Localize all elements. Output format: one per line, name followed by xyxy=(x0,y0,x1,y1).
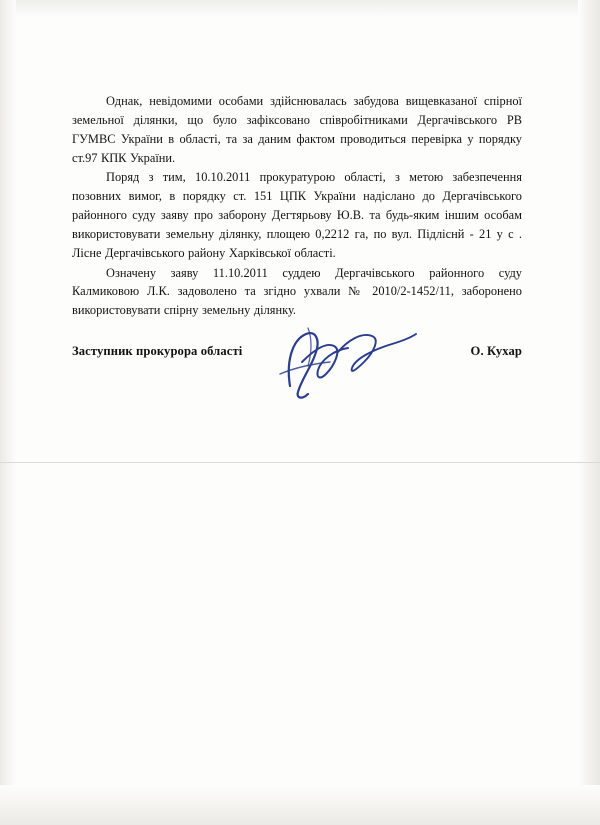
paper-fold-line xyxy=(0,462,600,463)
paragraph: Однак, невідомими особами здійснювалась забудова вищевказаної спірної земельної ділянки, що було зафіксовано співробітниками Дергачівського РВ ГУМВС України в області, та за даним фактом проводиться перевірка у порядку ст.97 КПК України. xyxy=(72,94,522,165)
paragraph: Означену заяву 11.10.2011 суддею Дергачівського районного суду Калмиковою Л.К. задоволено та згідно ухвали № 2010/2-1452/11, заборонено використовувати спірну земельну ділянку. xyxy=(72,265,522,318)
signatory-name: О. Кухар xyxy=(470,344,522,359)
paragraph: Поряд з тим, 10.10.2011 прокуратурою області, з метою забезпечення позовних вимог, в порядку ст. 151 ЦПК України надіслано до Дергачівського районного суду заяву про заборону Дегтярьову Ю.В. та будь-яким іншим особам використовувати земельну ділянку, площею 0,2212 га, по вул. Підліснй - 21 у с . Лісне Дергачівського району Харківської області. xyxy=(72,170,522,260)
page-edge-shading-bottom xyxy=(0,785,600,825)
page-edge-shading-right xyxy=(578,0,600,825)
page-edge-shading-top xyxy=(0,0,600,18)
handwritten-signature-icon xyxy=(272,322,422,400)
signature-block xyxy=(72,344,522,404)
document-text-body xyxy=(72,92,522,404)
signatory-role: Заступник прокурора області xyxy=(72,344,243,359)
page-edge-shading-left xyxy=(0,0,16,825)
